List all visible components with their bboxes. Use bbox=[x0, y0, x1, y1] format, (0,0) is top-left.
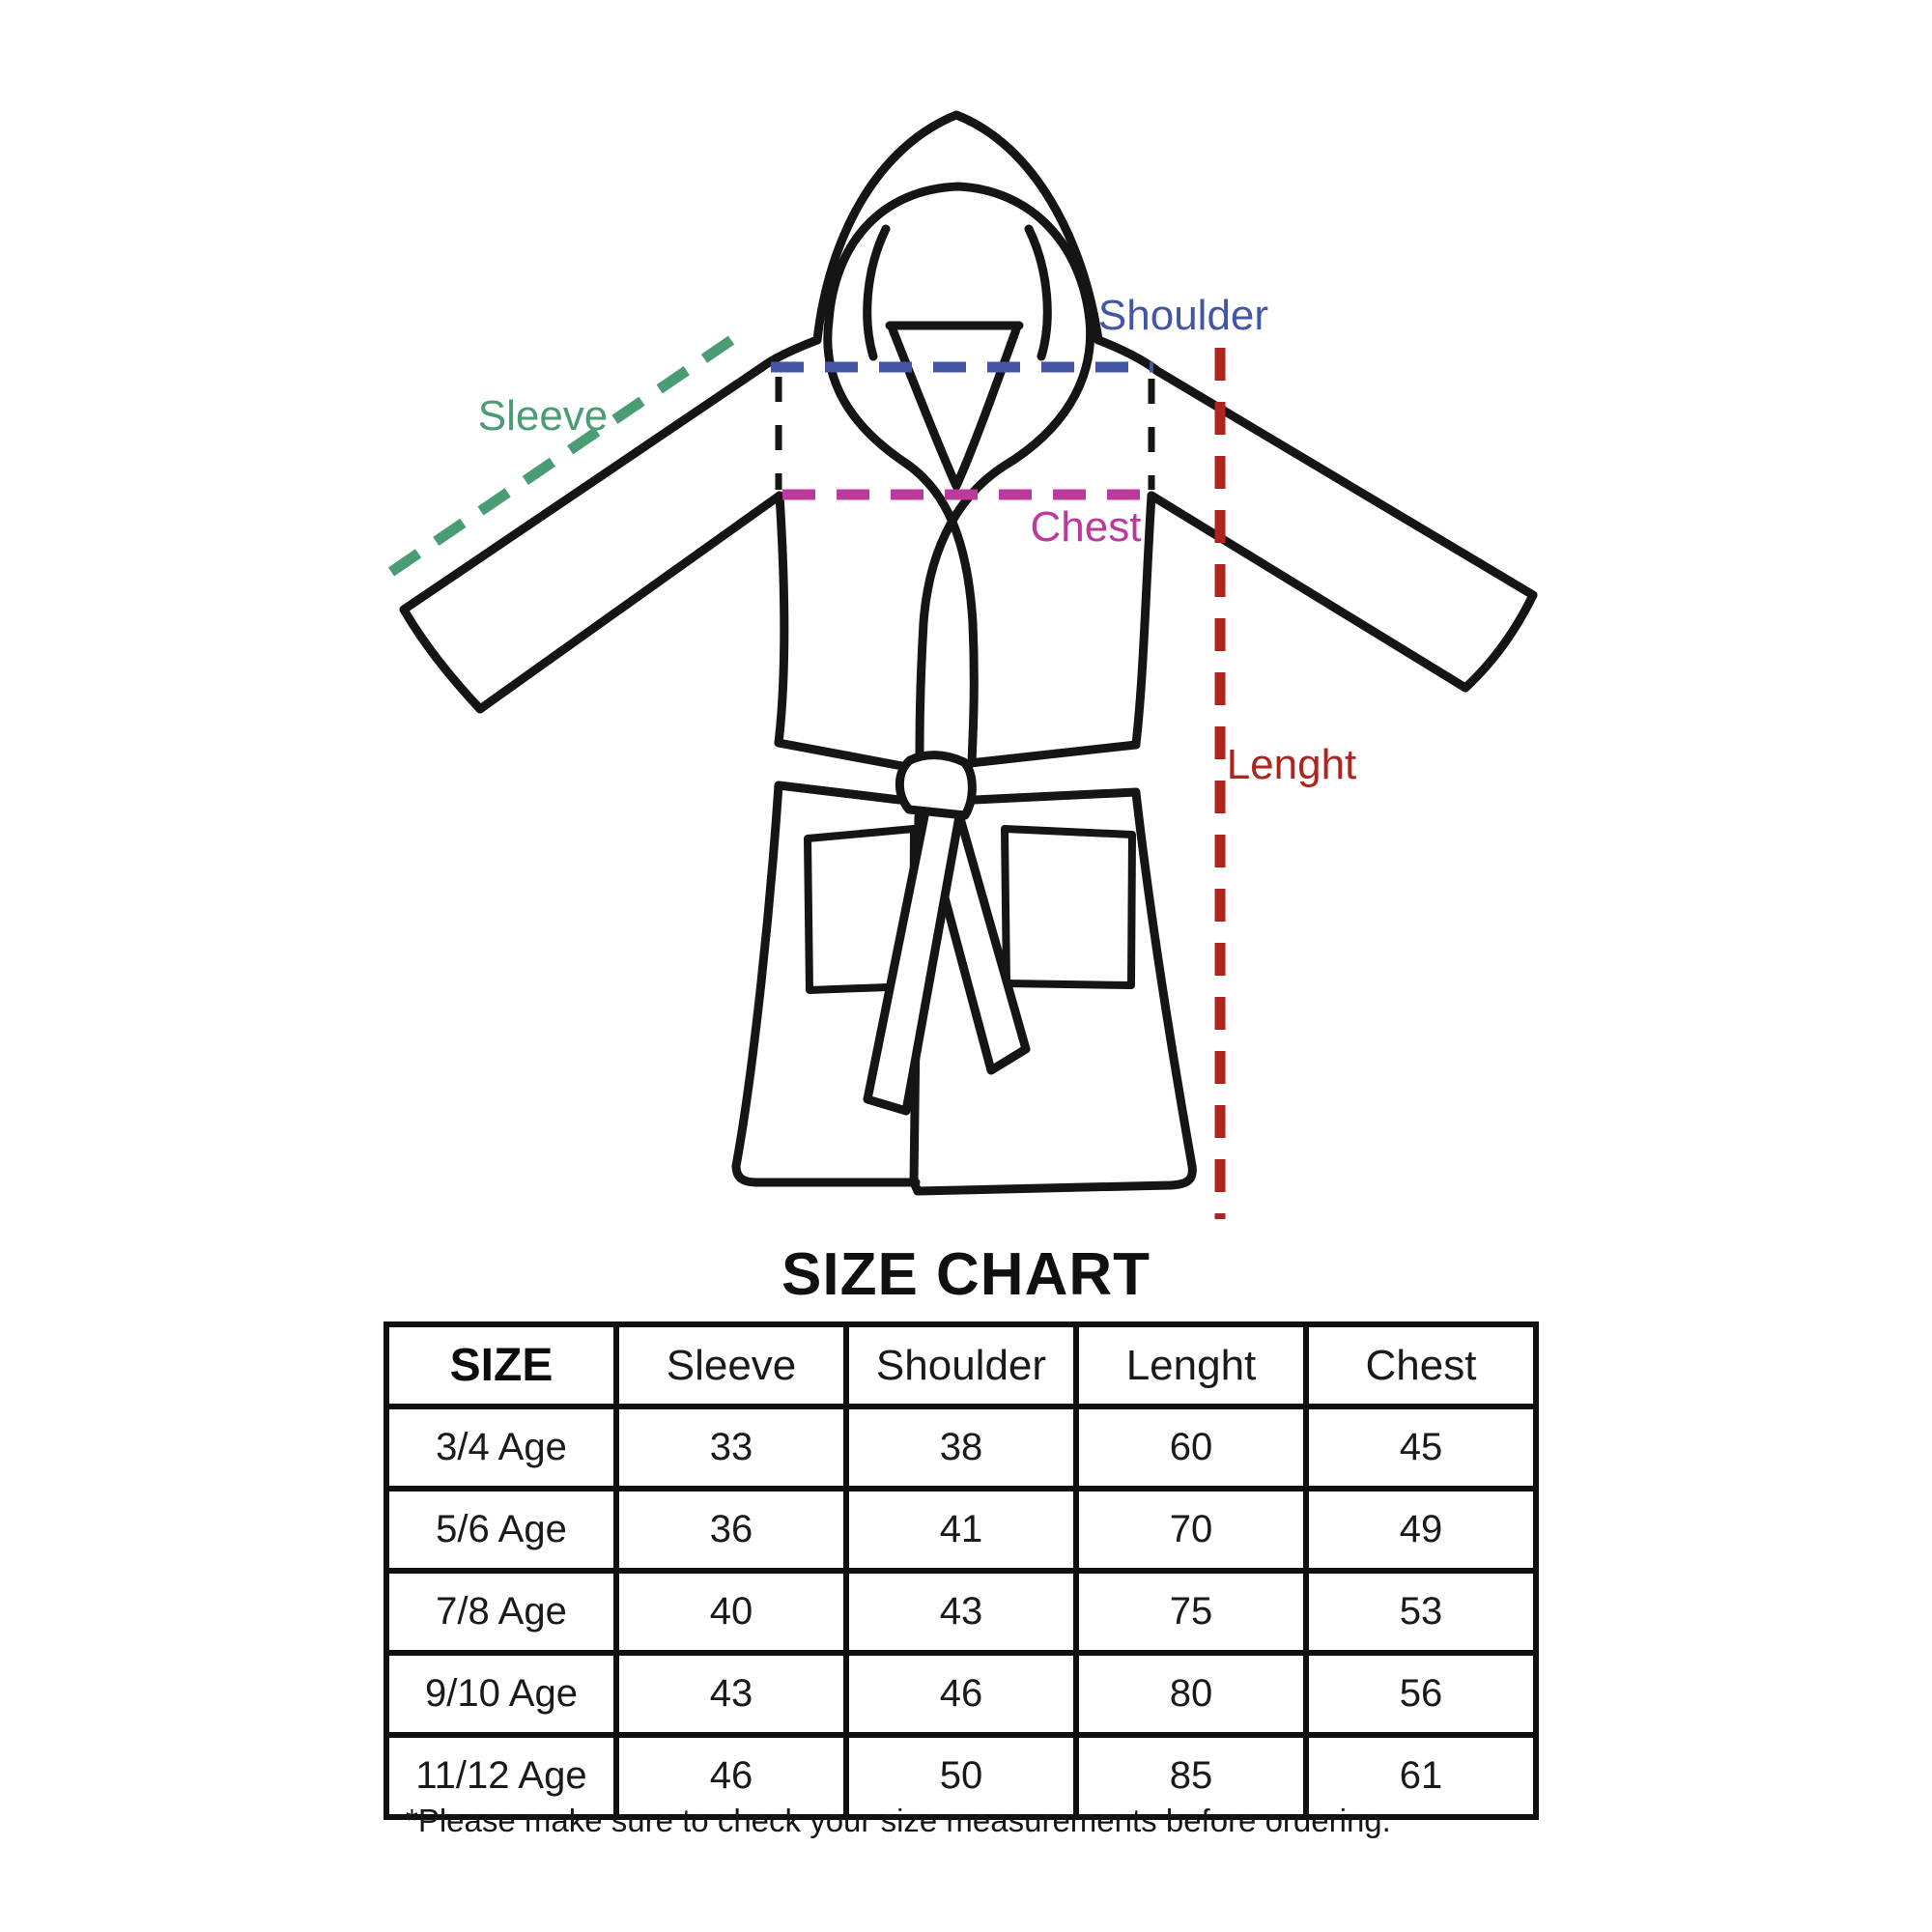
size-table bbox=[384, 1321, 1539, 1820]
table-cell: 60 bbox=[1076, 1406, 1306, 1489]
header-cell-size: SIZE bbox=[386, 1324, 616, 1406]
table-cell: 49 bbox=[1306, 1489, 1536, 1571]
header-cell-sleeve: Sleeve bbox=[616, 1324, 846, 1406]
right-shoulder-sleeve-top bbox=[1098, 340, 1533, 595]
hem-right-panel bbox=[918, 1166, 1192, 1191]
table-row bbox=[386, 1653, 1536, 1735]
left-body-side-upper bbox=[779, 496, 784, 743]
right-body-side-lower bbox=[1136, 793, 1192, 1166]
hood-inner-right-arc bbox=[1029, 229, 1047, 356]
table-cell: 43 bbox=[616, 1653, 846, 1735]
lapel-left-path bbox=[828, 321, 975, 763]
table-cell: 38 bbox=[846, 1406, 1076, 1489]
table-cell: 46 bbox=[616, 1735, 846, 1817]
table-cell: 50 bbox=[846, 1735, 1076, 1817]
table-cell: 46 bbox=[846, 1653, 1076, 1735]
table-cell: 3/4 Age bbox=[386, 1406, 616, 1489]
table-cell: 11/12 Age bbox=[386, 1735, 616, 1817]
table-cell: 75 bbox=[1076, 1571, 1306, 1653]
size-table-header-row bbox=[386, 1324, 1536, 1406]
table-row bbox=[386, 1489, 1536, 1571]
measurement-lines bbox=[391, 334, 1220, 1219]
page-title: SIZE CHART bbox=[781, 1241, 1151, 1308]
belt-left-band bbox=[779, 743, 902, 800]
belt-tie-left-strap bbox=[867, 806, 961, 1111]
belt-knot bbox=[899, 755, 972, 815]
table-cell: 9/10 Age bbox=[386, 1653, 616, 1735]
right-cuff-edge bbox=[1465, 595, 1533, 688]
table-cell: 53 bbox=[1306, 1571, 1536, 1653]
sleeve-measure-line bbox=[391, 334, 740, 572]
pocket-right bbox=[1005, 829, 1132, 985]
table-cell: 85 bbox=[1076, 1735, 1306, 1817]
left-shoulder-sleeve-top bbox=[404, 340, 817, 610]
header-cell-shoulder: Shoulder bbox=[846, 1324, 1076, 1406]
footnote-text: *Please make sure to check your size measurements before ordering. bbox=[406, 1803, 1391, 1838]
table-row bbox=[386, 1571, 1536, 1653]
table-cell: 7/8 Age bbox=[386, 1571, 616, 1653]
header-cell-chest: Chest bbox=[1306, 1324, 1536, 1406]
table-row bbox=[386, 1406, 1536, 1489]
table-cell: 40 bbox=[616, 1571, 846, 1653]
table-cell: 43 bbox=[846, 1571, 1076, 1653]
header-cell-length: Lenght bbox=[1076, 1324, 1306, 1406]
table-cell: 80 bbox=[1076, 1653, 1306, 1735]
hood-inner-left-arc bbox=[867, 229, 886, 356]
chest-label: Chest bbox=[1030, 503, 1142, 551]
table-cell: 45 bbox=[1306, 1406, 1536, 1489]
table-cell: 5/6 Age bbox=[386, 1489, 616, 1571]
table-cell: 70 bbox=[1076, 1489, 1306, 1571]
belt-right-band bbox=[970, 745, 1136, 800]
table-cell: 33 bbox=[616, 1406, 846, 1489]
table-cell: 36 bbox=[616, 1489, 846, 1571]
table-cell: 56 bbox=[1306, 1653, 1536, 1735]
left-cuff-edge bbox=[404, 610, 480, 709]
sleeve-label: Sleeve bbox=[477, 392, 609, 440]
left-body-side-lower bbox=[736, 785, 779, 1166]
robe-line-art bbox=[404, 115, 1533, 1191]
table-cell: 41 bbox=[846, 1489, 1076, 1571]
table-cell: 61 bbox=[1306, 1735, 1536, 1817]
hem-left-panel bbox=[736, 1166, 916, 1182]
shoulder-label: Shoulder bbox=[1097, 292, 1269, 339]
length-label: Lenght bbox=[1226, 741, 1357, 788]
